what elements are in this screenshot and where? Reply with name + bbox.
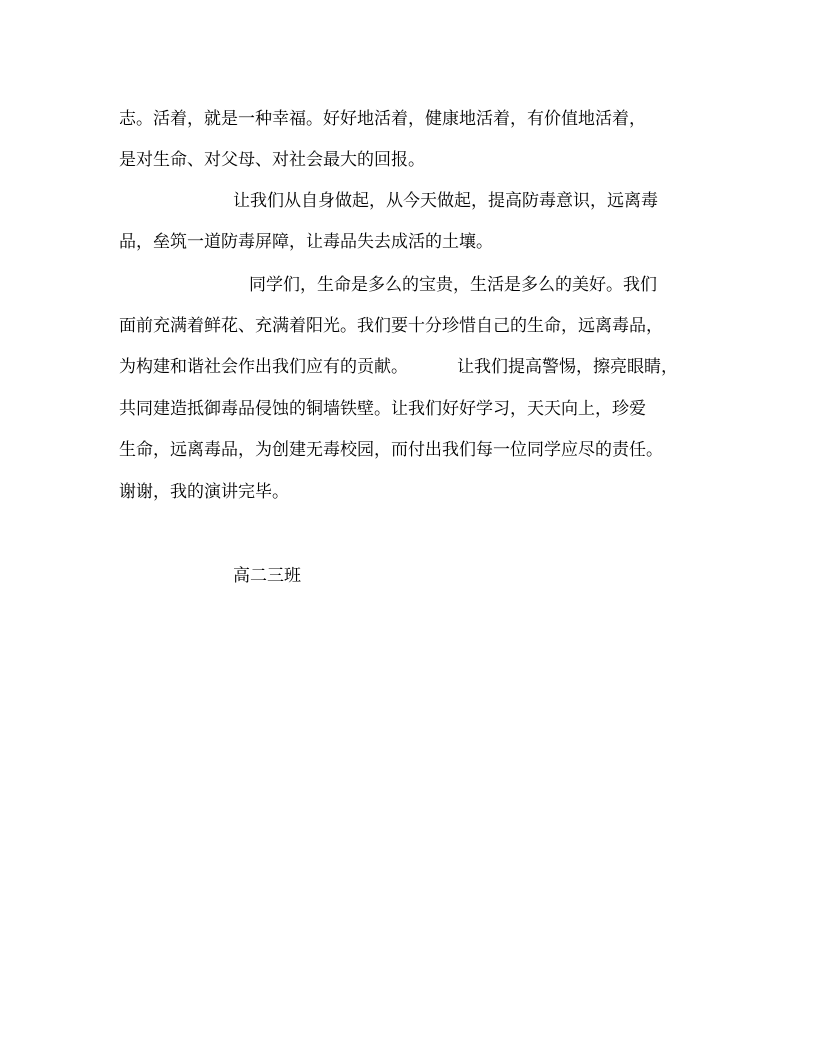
text-line: 是对生命、对父母、对社会最大的回报。 [119, 150, 425, 170]
text-line: 同学们，生命是多么的宝贵，生活是多么的美好。我们 [249, 275, 657, 295]
text-line: 面前充满着鲜花、充满着阳光。我们要十分珍惜自己的生命，远离毒品， [119, 316, 663, 336]
text-line: 生命，远离毒品，为创建无毒校园，而付出我们每一位同学应尽的责任。 [119, 440, 663, 460]
text-line: 让我们从自身做起，从今天做起，提高防毒意识，远离毒 [233, 191, 658, 211]
text-line: 共同建造抵御毒品侵蚀的铜墙铁壁。让我们好好学习，天天向上，珍爱 [119, 399, 646, 419]
text-line: 让我们提高警惕，擦亮眼睛， [457, 357, 678, 377]
text-line: 为构建和谐社会作出我们应有的贡献。 [119, 357, 408, 377]
text-line: 志。活着，就是一种幸福。好好地活着，健康地活着，有价值地活着， [119, 109, 646, 129]
text-line: 品，垒筑一道防毒屏障，让毒品失去成活的土壤。 [119, 232, 493, 252]
signature: 高二三班 [233, 566, 301, 586]
text-line: 谢谢，我的演讲完毕。 [119, 482, 289, 502]
